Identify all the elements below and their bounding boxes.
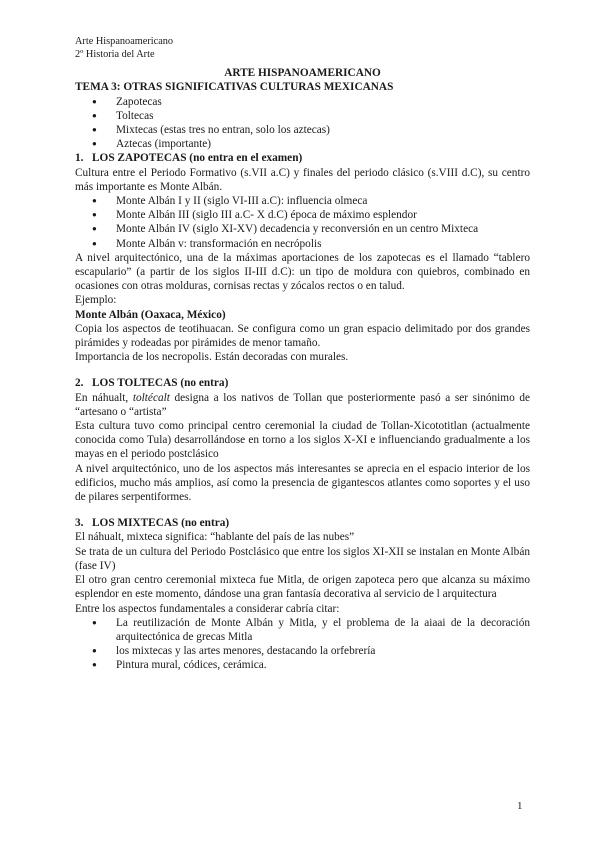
list-item: ● Toltecas — [75, 109, 530, 123]
mixtecas-list — [75, 616, 530, 673]
list-item: ● Monte Albán I y II (siglo VI-III a.C): influencia olmeca — [75, 194, 530, 208]
page-number: 1 — [517, 800, 523, 812]
paragraph: Ejemplo: — [75, 294, 117, 307]
paragraph — [75, 391, 530, 419]
list-item: ● La reutilización de Monte Albán y Mitla, y el problema de la aiaai de la decoración arquitectónica de grecas Mitla — [75, 616, 530, 644]
running-header — [75, 36, 530, 61]
zapotecas-list — [75, 194, 530, 251]
header-course: Arte Hispanoamericano — [75, 36, 174, 47]
section-heading-zapotecas — [75, 151, 530, 165]
list-item: ● Zapotecas — [75, 95, 530, 109]
section-heading-mixtecas — [75, 516, 530, 530]
list-item: ● Monte Albán v: transformación en necrópolis — [75, 237, 530, 251]
list-item: ● Aztecas (importante) — [75, 137, 530, 151]
document-title: ARTE HISPANOAMERICANO — [224, 67, 381, 80]
list-item: ● Mixtecas (estas tres no entran, solo los aztecas) — [75, 123, 530, 137]
paragraph: Cultura entre el Periodo Formativo (s.VII a.C) y finales del periodo clásico (s.VIII d.C), su centro más importante es Monte Albán. — [75, 166, 530, 193]
header-subject: 2º Historia del Arte — [75, 48, 155, 60]
paragraph: A nivel arquitectónico, una de la máximas aportaciones de los zapotecas es el llamado “tablero escapulario” (a partir de los siglos II-III d.C): un tipo de moldura con quiebros, combinado en ocasiones con otras molduras, cornisas rectas y zócalos rectos o en talud. — [75, 251, 530, 293]
list-item: ● Monte Albán III (siglo III a.C- X d.C) época de máximo esplendor — [75, 208, 530, 222]
paragraph: Entre los aspectos fundamentales a considerar cabría citar: — [75, 602, 340, 615]
list-item: ● Monte Albán IV (siglo XI-XV) decadencia y reconversión en un centro Mixteca — [75, 222, 530, 236]
section-heading-toltecas — [75, 376, 530, 390]
paragraph: El náhualt, mixteca significa: “hablante del país de las nubes” — [75, 531, 355, 544]
document-page — [75, 36, 530, 673]
paragraph: El otro gran centro ceremonial mixteca fue Mitla, de origen zapoteca pero que alcanza su máximo esplendor en este momento, dándose una gran fantasía decorativa al servicio de l arquitectura — [75, 574, 530, 601]
topic-title: TEMA 3: OTRAS SIGNIFICATIVAS CULTURAS MEXICANAS — [75, 81, 394, 94]
section-title: LOS ZAPOTECAS (no entra en el examen) — [92, 152, 303, 165]
section-title: LOS TOLTECAS (no entra) — [92, 377, 229, 390]
paragraph: Se trata de un cultura del Periodo Postclásico que entre los siglos XI-XII se instalan en Monte Albán (fase IV) — [75, 545, 530, 572]
section-title: LOS MIXTECAS (no entra) — [92, 517, 230, 530]
section-number: 3. — [75, 517, 84, 530]
list-item: ● Pintura mural, códices, cerámica. — [75, 658, 530, 672]
list-item: ● los mixtecas y las artes menores, destacando la orfebrería — [75, 644, 530, 658]
italic-term: toltécalt — [132, 391, 170, 404]
intro-list — [75, 95, 530, 152]
paragraph: A nivel arquitectónico, uno de los aspectos más interesantes se aprecia en el espacio interior de los edificios, mucho más amplios, así como la presencia de gigantescos atlantes como soportes y el uso de pilares serpentiformes. — [75, 462, 530, 504]
section-number: 2. — [75, 377, 84, 390]
text-run: designa a los nativos de Tollan que posteriormente pasó a ser sinónimo de “artesano o “artista” — [75, 391, 531, 418]
text-run: En náhualt, — [75, 391, 129, 404]
paragraph: Importancia de los necropolis. Están decoradas con murales. — [75, 351, 349, 364]
paragraph: Copia los aspectos de teotihuacan. Se configura como un gran espacio delimitado por dos grandes pirámides y rodeadas por pirámides de menor tamaño. — [75, 322, 530, 350]
paragraph: Esta cultura tuvo como principal centro ceremonial la ciudad de Tollan-Xicototitlan (actualmente conocida como Tula) desarrollándose en torno a los siglos X-XI e influenciando gradualmente a los mayas en el periodo postclásico — [75, 420, 530, 461]
section-number: 1. — [75, 152, 84, 165]
example-heading: Monte Albán (Oaxaca, México) — [75, 308, 226, 321]
